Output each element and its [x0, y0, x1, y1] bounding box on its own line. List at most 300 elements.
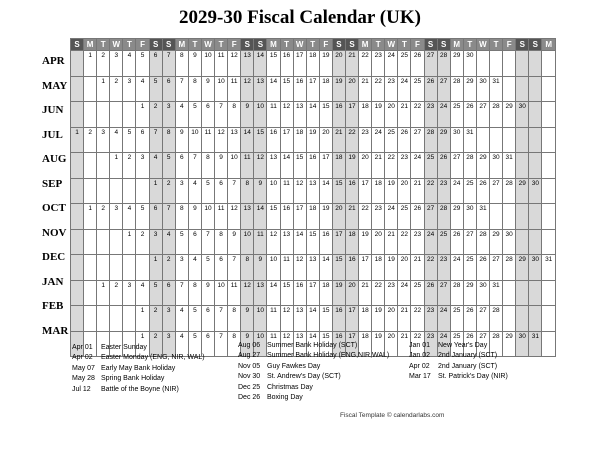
day-cell [71, 204, 84, 230]
day-cell: 4 [175, 331, 188, 357]
weekday-header: F [411, 39, 424, 51]
day-cell: 16 [267, 127, 280, 153]
day-cell: 18 [293, 127, 306, 153]
holiday-date: Apr 02 [72, 354, 93, 362]
day-cell: 4 [123, 204, 136, 230]
day-cell: 10 [267, 178, 280, 204]
day-cell [516, 153, 529, 179]
day-cell: 30 [490, 153, 503, 179]
holiday-item [72, 353, 205, 363]
day-cell: 15 [267, 204, 280, 230]
day-cell: 8 [175, 204, 188, 230]
holiday-date: Apr 01 [72, 344, 93, 351]
day-cell: 28 [437, 204, 450, 230]
month-label: SEP [42, 177, 63, 190]
day-cell: 12 [280, 102, 293, 128]
day-cell: 7 [175, 280, 188, 306]
day-cell: 21 [411, 255, 424, 281]
day-cell: 18 [359, 306, 372, 332]
day-cell: 11 [215, 204, 228, 230]
day-cell: 12 [241, 76, 254, 102]
day-cell: 12 [267, 229, 280, 255]
day-cell: 27 [437, 76, 450, 102]
day-cell: 8 [175, 51, 188, 77]
day-cell: 17 [280, 127, 293, 153]
holiday-name: 2nd January (SCT) [438, 352, 498, 360]
day-cell: 16 [306, 153, 319, 179]
weekday-header: F [503, 39, 516, 51]
day-cell: 23 [385, 280, 398, 306]
day-cell: 5 [201, 178, 214, 204]
day-cell: 6 [149, 51, 162, 77]
day-cell: 27 [463, 229, 476, 255]
day-cell: 24 [437, 306, 450, 332]
day-cell: 19 [332, 76, 345, 102]
day-cell: 8 [201, 153, 214, 179]
day-cell: 21 [345, 51, 358, 77]
day-cell: 2 [162, 178, 175, 204]
holiday-name: Easter Monday (ENG, NIR, WAL) [101, 354, 205, 362]
month-labels [42, 49, 70, 343]
day-cell: 22 [424, 178, 437, 204]
day-cell: 1 [110, 153, 123, 179]
day-cell [123, 306, 136, 332]
day-cell: 22 [411, 102, 424, 128]
day-cell: 25 [424, 153, 437, 179]
day-cell: 19 [385, 255, 398, 281]
day-cell: 4 [175, 102, 188, 128]
day-cell [542, 306, 556, 332]
day-cell: 17 [293, 51, 306, 77]
day-cell: 2 [97, 204, 110, 230]
day-cell: 13 [254, 76, 267, 102]
day-cell: 20 [359, 153, 372, 179]
day-cell [516, 127, 529, 153]
day-cell: 15 [319, 331, 332, 357]
day-cell: 10 [215, 76, 228, 102]
day-cell: 28 [463, 153, 476, 179]
day-cell: 13 [280, 229, 293, 255]
day-cell [516, 51, 529, 77]
day-cell: 31 [476, 204, 489, 230]
day-cell [110, 102, 123, 128]
day-cell: 6 [162, 76, 175, 102]
day-cell: 9 [188, 51, 201, 77]
day-cell: 9 [201, 280, 214, 306]
day-cell: 13 [228, 127, 241, 153]
day-cell: 14 [241, 127, 254, 153]
holiday-date: May 07 [72, 364, 95, 372]
day-cell: 17 [359, 255, 372, 281]
day-cell: 29 [437, 127, 450, 153]
day-cell: 26 [476, 255, 489, 281]
day-cell: 21 [359, 76, 372, 102]
day-cell: 10 [201, 51, 214, 77]
holiday-date: Aug 27 [238, 352, 261, 360]
day-cell [110, 178, 123, 204]
weekday-header: S [149, 39, 162, 51]
day-cell: 30 [516, 331, 529, 357]
day-cell [97, 229, 110, 255]
holiday-date: Apr 02 [409, 362, 430, 370]
day-cell [529, 204, 542, 230]
weekday-header: T [398, 39, 411, 51]
weekday-header: W [201, 39, 214, 51]
day-cell: 15 [280, 280, 293, 306]
day-cell: 28 [490, 331, 503, 357]
month-row [71, 255, 556, 281]
day-cell: 30 [476, 280, 489, 306]
day-cell: 5 [188, 102, 201, 128]
day-cell: 27 [450, 153, 463, 179]
day-cell: 20 [385, 306, 398, 332]
day-cell: 11 [215, 51, 228, 77]
day-cell: 8 [188, 76, 201, 102]
day-cell: 10 [215, 280, 228, 306]
day-cell: 5 [123, 127, 136, 153]
day-cell: 23 [424, 331, 437, 357]
day-cell: 29 [463, 280, 476, 306]
day-cell: 30 [463, 51, 476, 77]
day-cell: 5 [136, 204, 149, 230]
weekday-header: M [359, 39, 372, 51]
day-cell [71, 51, 84, 77]
holiday-item [238, 351, 389, 361]
day-cell: 8 [241, 255, 254, 281]
weekday-header: T [123, 39, 136, 51]
day-cell: 20 [332, 204, 345, 230]
day-cell: 21 [398, 331, 411, 357]
weekday-header: W [293, 39, 306, 51]
day-cell: 20 [345, 280, 358, 306]
month-row [71, 204, 556, 230]
day-cell: 4 [136, 280, 149, 306]
weekday-header: T [463, 39, 476, 51]
day-cell: 21 [372, 153, 385, 179]
day-cell: 16 [280, 51, 293, 77]
day-cell: 26 [424, 76, 437, 102]
day-cell: 14 [306, 102, 319, 128]
day-cell: 25 [450, 102, 463, 128]
day-cell: 15 [306, 229, 319, 255]
day-cell: 9 [215, 153, 228, 179]
day-cell [503, 76, 516, 102]
weekday-header: S [71, 39, 84, 51]
weekday-header: W [385, 39, 398, 51]
day-cell: 9 [228, 229, 241, 255]
day-cell: 20 [332, 51, 345, 77]
day-cell: 23 [437, 178, 450, 204]
day-cell [84, 255, 97, 281]
weekday-header: S [241, 39, 254, 51]
day-cell: 1 [136, 331, 149, 357]
holiday-name: 2nd January (SCT) [438, 362, 498, 370]
day-cell: 25 [398, 51, 411, 77]
day-cell: 2 [84, 127, 97, 153]
day-cell: 19 [385, 178, 398, 204]
holiday-name: New Year's Day [438, 342, 488, 349]
day-cell: 24 [385, 51, 398, 77]
day-cell: 1 [136, 102, 149, 128]
holiday-date: Aug 06 [238, 342, 261, 349]
day-cell: 25 [437, 229, 450, 255]
day-cell [123, 255, 136, 281]
holiday-date: Dec 25 [238, 383, 261, 391]
holiday-date: Jul 12 [72, 385, 91, 393]
day-cell: 14 [319, 255, 332, 281]
day-cell [84, 229, 97, 255]
weekday-header: S [424, 39, 437, 51]
day-cell: 7 [215, 331, 228, 357]
day-cell [542, 102, 556, 128]
month-row [71, 127, 556, 153]
day-cell: 9 [188, 204, 201, 230]
day-cell: 3 [123, 280, 136, 306]
weekday-header: M [267, 39, 280, 51]
day-cell: 4 [188, 255, 201, 281]
holiday-date: Dec 26 [238, 394, 261, 402]
day-cell [529, 127, 542, 153]
day-cell [97, 178, 110, 204]
month-row [71, 280, 556, 306]
day-cell: 12 [228, 51, 241, 77]
day-cell [490, 204, 503, 230]
day-cell: 8 [162, 127, 175, 153]
day-cell: 18 [345, 229, 358, 255]
day-cell: 29 [490, 229, 503, 255]
day-cell: 31 [542, 255, 556, 281]
day-cell [516, 229, 529, 255]
day-cell: 28 [450, 76, 463, 102]
day-cell: 23 [437, 255, 450, 281]
day-cell: 7 [215, 306, 228, 332]
day-cell: 16 [332, 102, 345, 128]
day-cell: 12 [215, 127, 228, 153]
day-cell: 1 [136, 306, 149, 332]
day-cell: 21 [398, 306, 411, 332]
day-cell: 20 [345, 76, 358, 102]
day-cell: 11 [280, 178, 293, 204]
day-cell: 2 [149, 331, 162, 357]
day-cell: 21 [411, 178, 424, 204]
footer-credit: Fiscal Template © calendarlabs.com [340, 412, 445, 419]
day-cell: 12 [254, 153, 267, 179]
day-cell: 15 [319, 306, 332, 332]
day-cell: 2 [162, 255, 175, 281]
day-cell [136, 178, 149, 204]
day-cell [542, 51, 556, 77]
holiday-item [72, 374, 205, 384]
day-cell: 11 [267, 306, 280, 332]
weekday-header: S [332, 39, 345, 51]
day-cell: 14 [254, 51, 267, 77]
day-cell: 11 [280, 255, 293, 281]
day-cell: 18 [319, 280, 332, 306]
day-cell: 22 [385, 153, 398, 179]
day-cell: 27 [424, 51, 437, 77]
day-cell [542, 76, 556, 102]
day-cell: 23 [372, 204, 385, 230]
day-cell: 16 [293, 76, 306, 102]
month-label: MAR [42, 324, 69, 337]
day-cell [503, 280, 516, 306]
day-cell: 10 [254, 331, 267, 357]
day-cell: 19 [306, 127, 319, 153]
day-cell: 4 [162, 229, 175, 255]
day-cell [529, 229, 542, 255]
day-cell: 6 [175, 153, 188, 179]
day-cell: 13 [293, 306, 306, 332]
day-cell: 17 [332, 229, 345, 255]
day-cell: 7 [162, 51, 175, 77]
month-label: AUG [42, 153, 67, 165]
day-cell: 21 [385, 229, 398, 255]
day-cell: 8 [188, 280, 201, 306]
day-cell: 3 [97, 127, 110, 153]
day-cell: 7 [149, 127, 162, 153]
holiday-name: Guy Fawkes Day [267, 362, 321, 370]
day-cell: 30 [463, 204, 476, 230]
day-cell: 25 [463, 255, 476, 281]
day-cell: 17 [345, 331, 358, 357]
month-row [71, 229, 556, 255]
day-cell [71, 280, 84, 306]
day-cell: 25 [411, 280, 424, 306]
day-cell: 5 [149, 76, 162, 102]
calendar-body [71, 51, 556, 357]
day-cell: 15 [267, 51, 280, 77]
day-cell [84, 306, 97, 332]
day-cell: 27 [437, 280, 450, 306]
day-cell: 18 [332, 153, 345, 179]
day-cell: 7 [201, 229, 214, 255]
day-cell [136, 255, 149, 281]
day-cell: 17 [306, 280, 319, 306]
day-cell: 29 [450, 51, 463, 77]
day-cell: 18 [372, 178, 385, 204]
day-cell: 30 [516, 102, 529, 128]
day-cell: 7 [175, 76, 188, 102]
day-cell: 5 [149, 280, 162, 306]
day-cell [542, 178, 556, 204]
weekday-header: W [110, 39, 123, 51]
day-cell: 6 [201, 102, 214, 128]
month-label: JUL [42, 128, 63, 141]
day-cell: 24 [450, 178, 463, 204]
day-cell: 3 [136, 153, 149, 179]
day-cell [84, 178, 97, 204]
day-cell: 31 [490, 280, 503, 306]
day-cell: 6 [201, 306, 214, 332]
weekday-header: S [529, 39, 542, 51]
day-cell: 23 [424, 306, 437, 332]
weekday-header: M [84, 39, 97, 51]
day-cell: 14 [267, 76, 280, 102]
day-cell: 24 [398, 280, 411, 306]
day-cell [84, 280, 97, 306]
day-cell: 17 [345, 306, 358, 332]
day-cell: 11 [254, 229, 267, 255]
day-cell: 22 [359, 51, 372, 77]
day-cell: 7 [228, 178, 241, 204]
weekday-header: M [542, 39, 556, 51]
day-cell: 3 [149, 229, 162, 255]
day-cell [97, 255, 110, 281]
weekday-header-row [71, 39, 556, 51]
holiday-name: Summer Bank Holiday (SCT) [267, 342, 358, 349]
day-cell: 26 [411, 51, 424, 77]
day-cell: 2 [110, 280, 123, 306]
day-cell: 14 [319, 178, 332, 204]
day-cell: 19 [359, 229, 372, 255]
day-cell: 3 [110, 51, 123, 77]
day-cell: 22 [345, 127, 358, 153]
day-cell: 6 [162, 280, 175, 306]
day-cell: 27 [476, 306, 489, 332]
day-cell: 20 [385, 331, 398, 357]
day-cell: 16 [345, 255, 358, 281]
day-cell: 4 [123, 51, 136, 77]
day-cell [123, 178, 136, 204]
holiday-date: Nov 30 [238, 373, 261, 381]
holiday-date: Jan 02 [409, 352, 431, 360]
day-cell: 18 [359, 102, 372, 128]
day-cell [542, 127, 556, 153]
day-cell [542, 204, 556, 230]
day-cell [110, 229, 123, 255]
day-cell: 6 [188, 229, 201, 255]
day-cell: 12 [293, 178, 306, 204]
day-cell: 28 [503, 178, 516, 204]
day-cell: 9 [175, 127, 188, 153]
month-label: JAN [42, 275, 64, 288]
day-cell: 17 [306, 76, 319, 102]
day-cell: 12 [280, 331, 293, 357]
day-cell [503, 204, 516, 230]
day-cell: 24 [437, 102, 450, 128]
day-cell: 8 [228, 331, 241, 357]
day-cell: 7 [188, 153, 201, 179]
month-label: NOV [42, 226, 67, 239]
holiday-date: May 28 [72, 375, 95, 383]
day-cell: 4 [110, 127, 123, 153]
day-cell [529, 76, 542, 102]
day-cell: 25 [463, 178, 476, 204]
day-cell: 1 [71, 127, 84, 153]
month-label: DEC [42, 251, 66, 263]
day-cell: 23 [424, 102, 437, 128]
holiday-item [409, 341, 508, 351]
day-cell: 5 [188, 306, 201, 332]
day-cell: 20 [385, 102, 398, 128]
day-cell: 14 [280, 153, 293, 179]
day-cell [529, 306, 542, 332]
day-cell: 22 [359, 204, 372, 230]
day-cell: 17 [319, 153, 332, 179]
day-cell: 13 [306, 255, 319, 281]
day-cell: 1 [149, 178, 162, 204]
day-cell: 19 [319, 204, 332, 230]
day-cell: 7 [162, 204, 175, 230]
day-cell: 22 [372, 76, 385, 102]
day-cell: 1 [84, 204, 97, 230]
holiday-item [238, 341, 389, 351]
day-cell [97, 153, 110, 179]
day-cell: 1 [84, 51, 97, 77]
day-cell: 3 [162, 306, 175, 332]
day-cell: 30 [529, 178, 542, 204]
day-cell: 24 [437, 331, 450, 357]
